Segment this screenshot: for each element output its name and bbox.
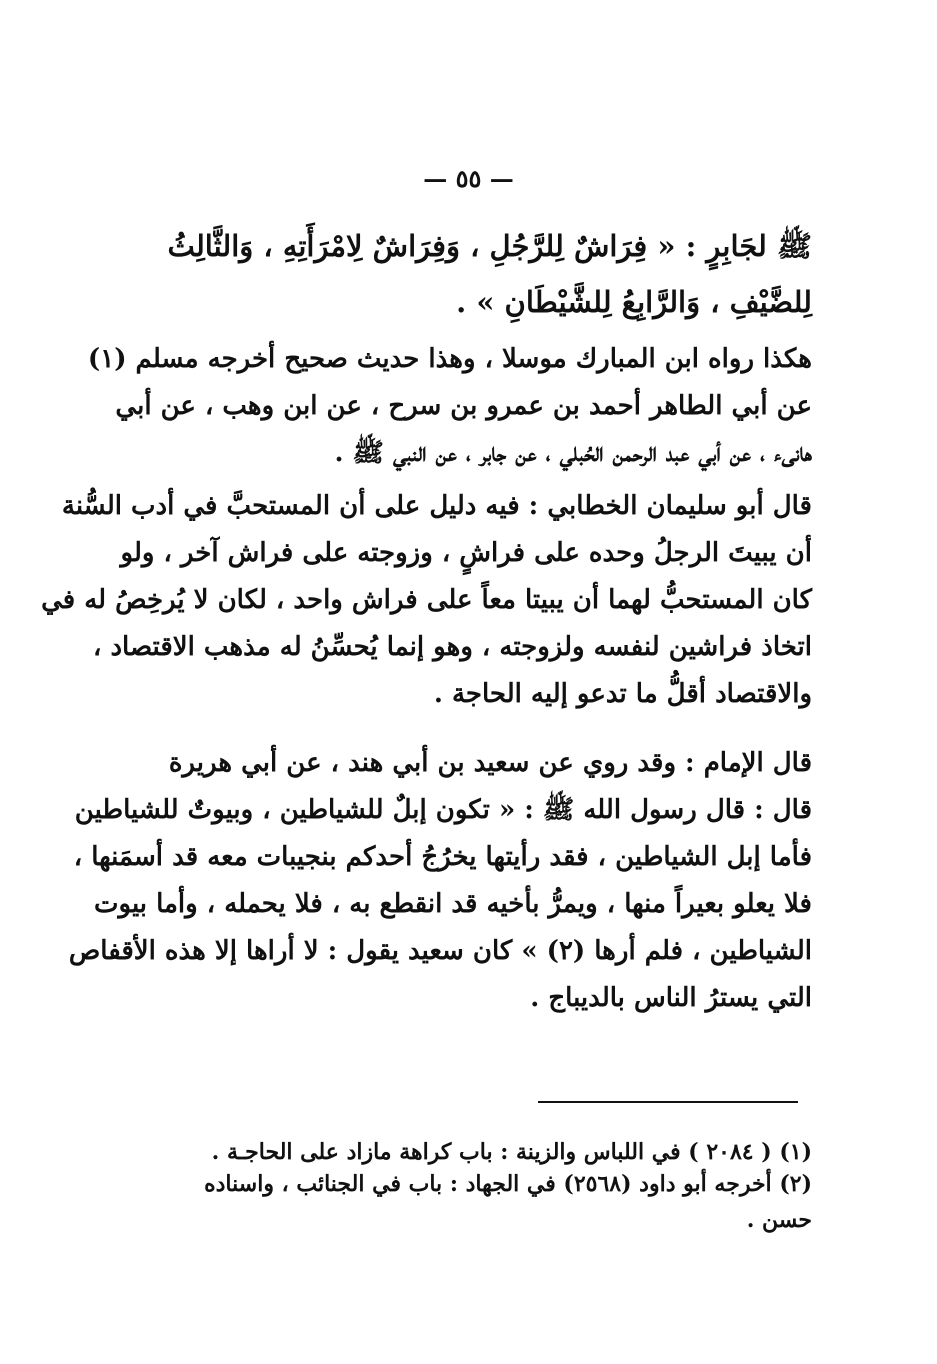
text-line: أن يبيتَ الرجلُ وحده على فراشٍ ، وزوجته على فراش آخر ، ولو <box>120 538 812 568</box>
text-line: كان المستحبُّ لهما أن يبيتا معاً على فراش واحد ، لكان لا يُرخِصُ له في <box>41 585 812 615</box>
footnotes <box>162 1136 812 1236</box>
text-line: التي يسترُ الناس بالديباج . <box>530 983 812 1013</box>
text-line: فلا يعلو بعيراً منها ، ويمرُّ بأخيه قد انقطع به ، فلا يحمله ، وأما بيوت <box>94 889 812 919</box>
text-line: قال الإمام : وقد روي عن سعيد بن أبي هند ، عن أبي هريرة <box>168 748 812 778</box>
text-line: عن أبي الطاهر أحمد بن عمرو بن سرح ، عن ابن وهب ، عن أبي <box>115 391 812 421</box>
text-line: قال أبو سليمان الخطابي : فيه دليل على أن المستحبَّ في أدب السُّنة <box>61 491 812 521</box>
text-line: اتخاذ فراشين لنفسه ولزوجته ، وهو إنما يُحسِّنُ له مذهب الاقتصاد ، <box>93 632 812 662</box>
khattabi-commentary-paragraph <box>41 483 812 718</box>
main-text <box>41 218 812 1022</box>
text-line: لِلضَّيْفِ ، وَالرَّابِعُ لِلشَّيْطَانِ » . <box>456 285 812 319</box>
footnote-separator <box>538 1101 798 1103</box>
text-line: هكذا رواه ابن المبارك موسلا ، وهذا حديث صحيح أخرجه مسلم (١) <box>87 344 812 374</box>
hadith-continuation-paragraph <box>162 218 812 330</box>
footnote-1: (١) ( ٢٠٨٤ ) في اللباس والزينة : باب كراهة مازاد على الحاجـة . <box>211 1139 812 1165</box>
footnote-2: (٢) أخرجه أبو داود (٢٥٦٨) في الجهاد : باب في الجنائب ، واسناده <box>204 1171 812 1197</box>
text-line: هانىء ، عن أبي عبد الرحمن الحُبلي ، عن جابر ، عن النبي ﷺ . <box>334 438 812 468</box>
text-line: الشياطين ، فلم أرها (٢) » كان سعيد يقول : لا أراها إلا هذه الأقفاص <box>68 936 812 966</box>
footnote-2-continuation: حسن . <box>746 1207 812 1233</box>
imam-narration-paragraph <box>68 740 812 1022</box>
text-line: فأما إبل الشياطين ، فقد رأيتها يخرُجُ أحدكم بنجيبات معه قد أسمَنها ، <box>73 842 812 872</box>
page-number: — ٥٥ — <box>423 164 514 193</box>
text-line: والاقتصاد أقلُّ ما تدعو إليه الحاجة . <box>433 679 812 709</box>
isnad-paragraph <box>87 336 812 477</box>
text-line: ﷺ لجَابِرٍ : « فِرَاشٌ لِلرَّجُلِ ، وَفِرَاشٌ لِامْرَأَتِهِ ، وَالثَّالِثُ <box>167 229 812 263</box>
text-line: قال : قال رسول الله ﷺ : « تكون إبلٌ للشياطين ، وبيوتٌ للشياطين <box>74 795 812 825</box>
